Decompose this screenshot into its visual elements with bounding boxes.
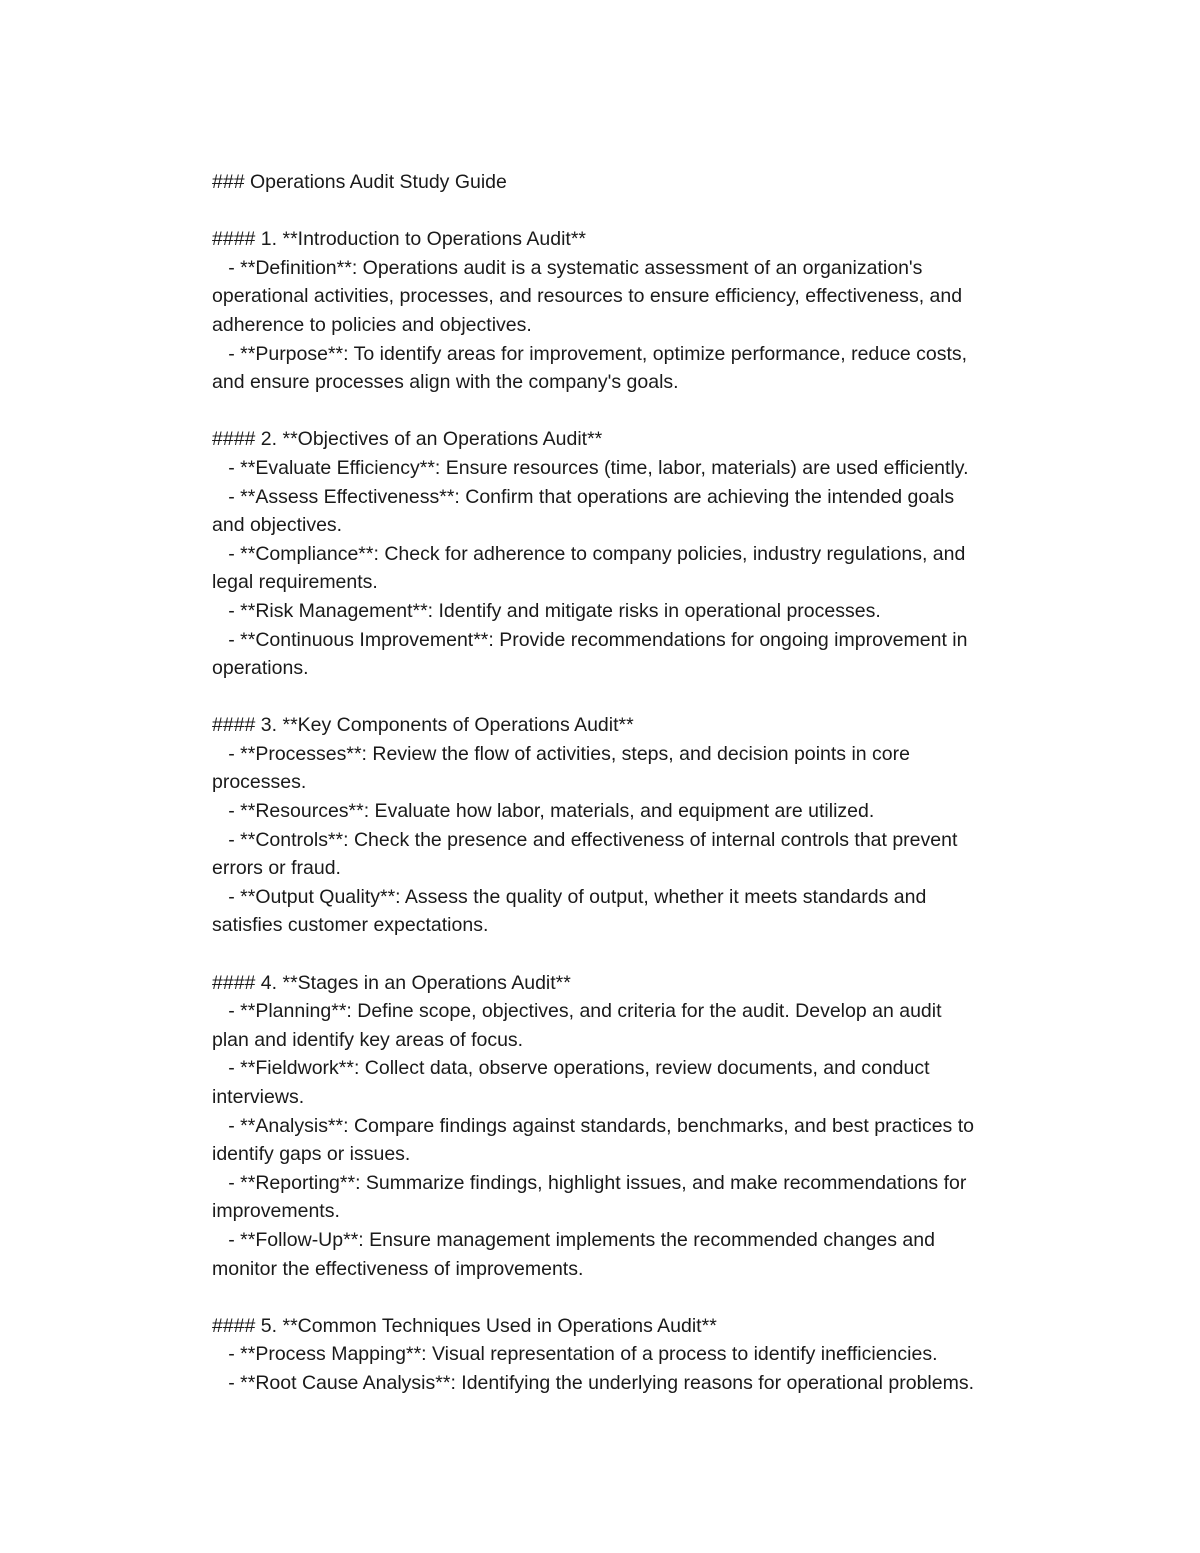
blank-line <box>212 1283 1072 1312</box>
text-line: monitor the effectiveness of improvements. <box>212 1257 584 1280</box>
text-line: - **Root Cause Analysis**: Identifying the underlying reasons for operational problems. <box>212 1371 975 1394</box>
text-line: - **Risk Management**: Identify and mitigate risks in operational processes. <box>212 599 881 622</box>
text-line: - **Follow-Up**: Ensure management implements the recommended changes and <box>212 1228 935 1251</box>
text-line: - **Controls**: Check the presence and effectiveness of internal controls that prevent <box>212 828 958 851</box>
section-heading: #### 4. **Stages in an Operations Audit** <box>212 971 571 994</box>
text-line: - **Reporting**: Summarize findings, highlight issues, and make recommendations for <box>212 1171 967 1194</box>
text-line: - **Analysis**: Compare findings against standards, benchmarks, and best practices to <box>212 1114 974 1137</box>
section-stages <box>212 969 1072 1284</box>
text-line: - **Planning**: Define scope, objectives, and criteria for the audit. Develop an audit <box>212 1000 942 1023</box>
text-line: - **Resources**: Evaluate how labor, materials, and equipment are utilized. <box>212 800 875 823</box>
text-line: - **Compliance**: Check for adherence to company policies, industry regulations, and <box>212 542 966 565</box>
text-line: - **Process Mapping**: Visual representation of a process to identify inefficiencies. <box>212 1343 938 1366</box>
blank-line <box>212 197 1072 226</box>
document-title: ### Operations Audit Study Guide <box>212 171 507 193</box>
document-page <box>212 168 1072 1398</box>
text-line: errors or fraud. <box>212 857 341 880</box>
text-line: - **Assess Effectiveness**: Confirm that operations are achieving the intended goals <box>212 485 955 508</box>
text-line: - **Processes**: Review the flow of activities, steps, and decision points in core <box>212 742 910 765</box>
text-line: and objectives. <box>212 514 343 537</box>
text-line: and ensure processes align with the company's goals. <box>212 371 679 394</box>
text-line: - **Evaluate Efficiency**: Ensure resources (time, labor, materials) are used efficiently. <box>212 456 969 479</box>
text-line: operational activities, processes, and resources to ensure efficiency, effectiveness, and <box>212 285 963 308</box>
text-line: operations. <box>212 657 309 680</box>
section-heading: #### 2. **Objectives of an Operations Audit** <box>212 428 603 451</box>
blank-line <box>212 940 1072 969</box>
text-line: plan and identify key areas of focus. <box>212 1028 524 1051</box>
text-line: improvements. <box>212 1200 340 1223</box>
text-line: processes. <box>212 771 307 794</box>
section-techniques <box>212 1312 1072 1398</box>
section-heading: #### 1. **Introduction to Operations Audit** <box>212 228 587 251</box>
text-line: interviews. <box>212 1086 305 1108</box>
section-heading: #### 3. **Key Components of Operations Audit** <box>212 714 634 737</box>
text-line: - **Fieldwork**: Collect data, observe operations, review documents, and conduct <box>212 1057 930 1080</box>
text-line: legal requirements. <box>212 571 378 594</box>
text-line: satisfies customer expectations. <box>212 914 489 937</box>
text-line: adherence to policies and objectives. <box>212 313 532 336</box>
section-key-components <box>212 711 1072 940</box>
text-line: - **Definition**: Operations audit is a systematic assessment of an organization's <box>212 256 923 279</box>
section-heading: #### 5. **Common Techniques Used in Operations Audit** <box>212 1314 717 1337</box>
text-line: - **Continuous Improvement**: Provide recommendations for ongoing improvement in <box>212 628 968 651</box>
section-objectives <box>212 425 1072 682</box>
text-line: - **Purpose**: To identify areas for improvement, optimize performance, reduce costs, <box>212 342 968 365</box>
section-introduction <box>212 225 1072 397</box>
text-line: identify gaps or issues. <box>212 1143 411 1166</box>
blank-line <box>212 397 1072 426</box>
blank-line <box>212 683 1072 712</box>
text-line: - **Output Quality**: Assess the quality of output, whether it meets standards and <box>212 885 927 908</box>
